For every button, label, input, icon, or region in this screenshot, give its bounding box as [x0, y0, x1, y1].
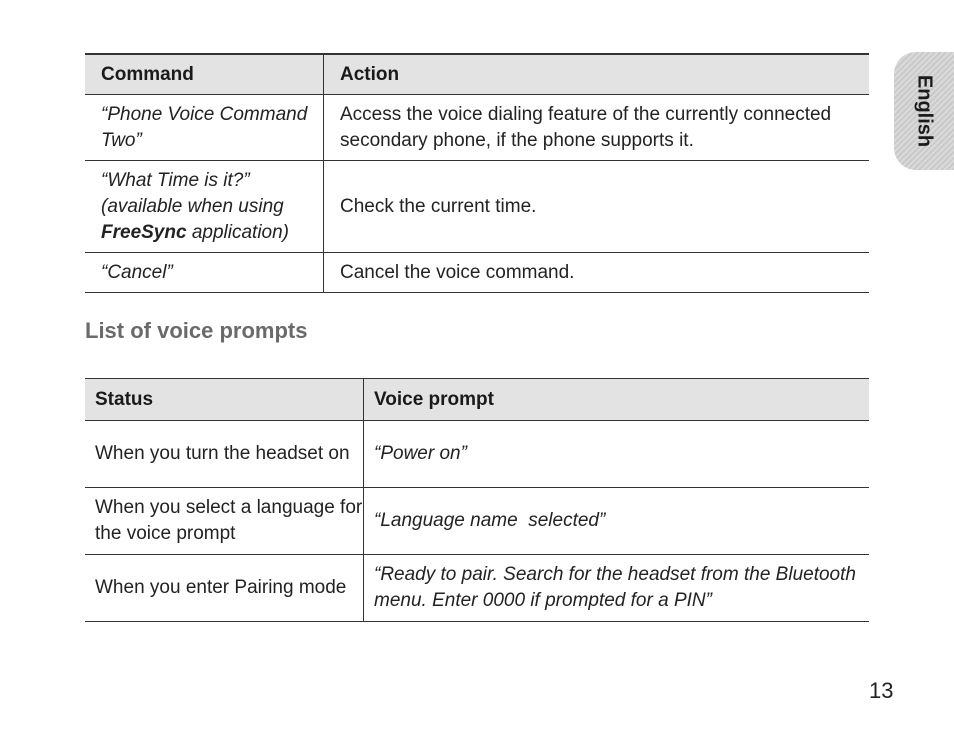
table-header-row	[85, 54, 869, 95]
page-number: 13	[869, 678, 894, 703]
column-header-action: Action	[324, 54, 870, 95]
voice-commands-table	[85, 53, 869, 293]
status-cell: When you enter Pairing mode	[85, 555, 364, 622]
command-cell	[85, 161, 324, 253]
prompt-cell: “Ready to pair. Search for the headset from the Bluetooth menu. Enter 0000 if prompted for a PIN”	[364, 555, 870, 622]
table-row	[85, 555, 869, 622]
command-cell: “Phone Voice Command Two”	[85, 95, 324, 161]
column-header-status: Status	[85, 379, 364, 421]
language-side-tab	[894, 52, 954, 170]
status-cell: When you select a language for the voice prompt	[85, 488, 364, 555]
action-cell: Check the current time.	[324, 161, 870, 253]
column-header-voice-prompt: Voice prompt	[364, 379, 870, 421]
command-text: application)	[186, 221, 289, 243]
action-cell: Access the voice dialing feature of the currently connected secondary phone, if the phone supports it.	[324, 95, 870, 161]
side-tab-label: English	[913, 74, 936, 148]
action-cell: Cancel the voice command.	[324, 253, 870, 293]
command-text: “What Time is it?” (available when using	[101, 169, 284, 217]
table-row	[85, 161, 869, 253]
table-header-row	[85, 379, 869, 421]
table-row	[85, 488, 869, 555]
table-row	[85, 253, 869, 293]
prompt-cell: “Power on”	[364, 421, 870, 488]
status-cell: When you turn the headset on	[85, 421, 364, 488]
app-name: FreeSync	[101, 221, 187, 243]
column-header-command: Command	[85, 54, 324, 95]
table-row	[85, 421, 869, 488]
command-cell: “Cancel”	[85, 253, 324, 293]
voice-prompts-table	[85, 378, 869, 622]
table-row	[85, 95, 869, 161]
prompt-cell: “Language name selected”	[364, 488, 870, 555]
section-title: List of voice prompts	[85, 318, 308, 343]
